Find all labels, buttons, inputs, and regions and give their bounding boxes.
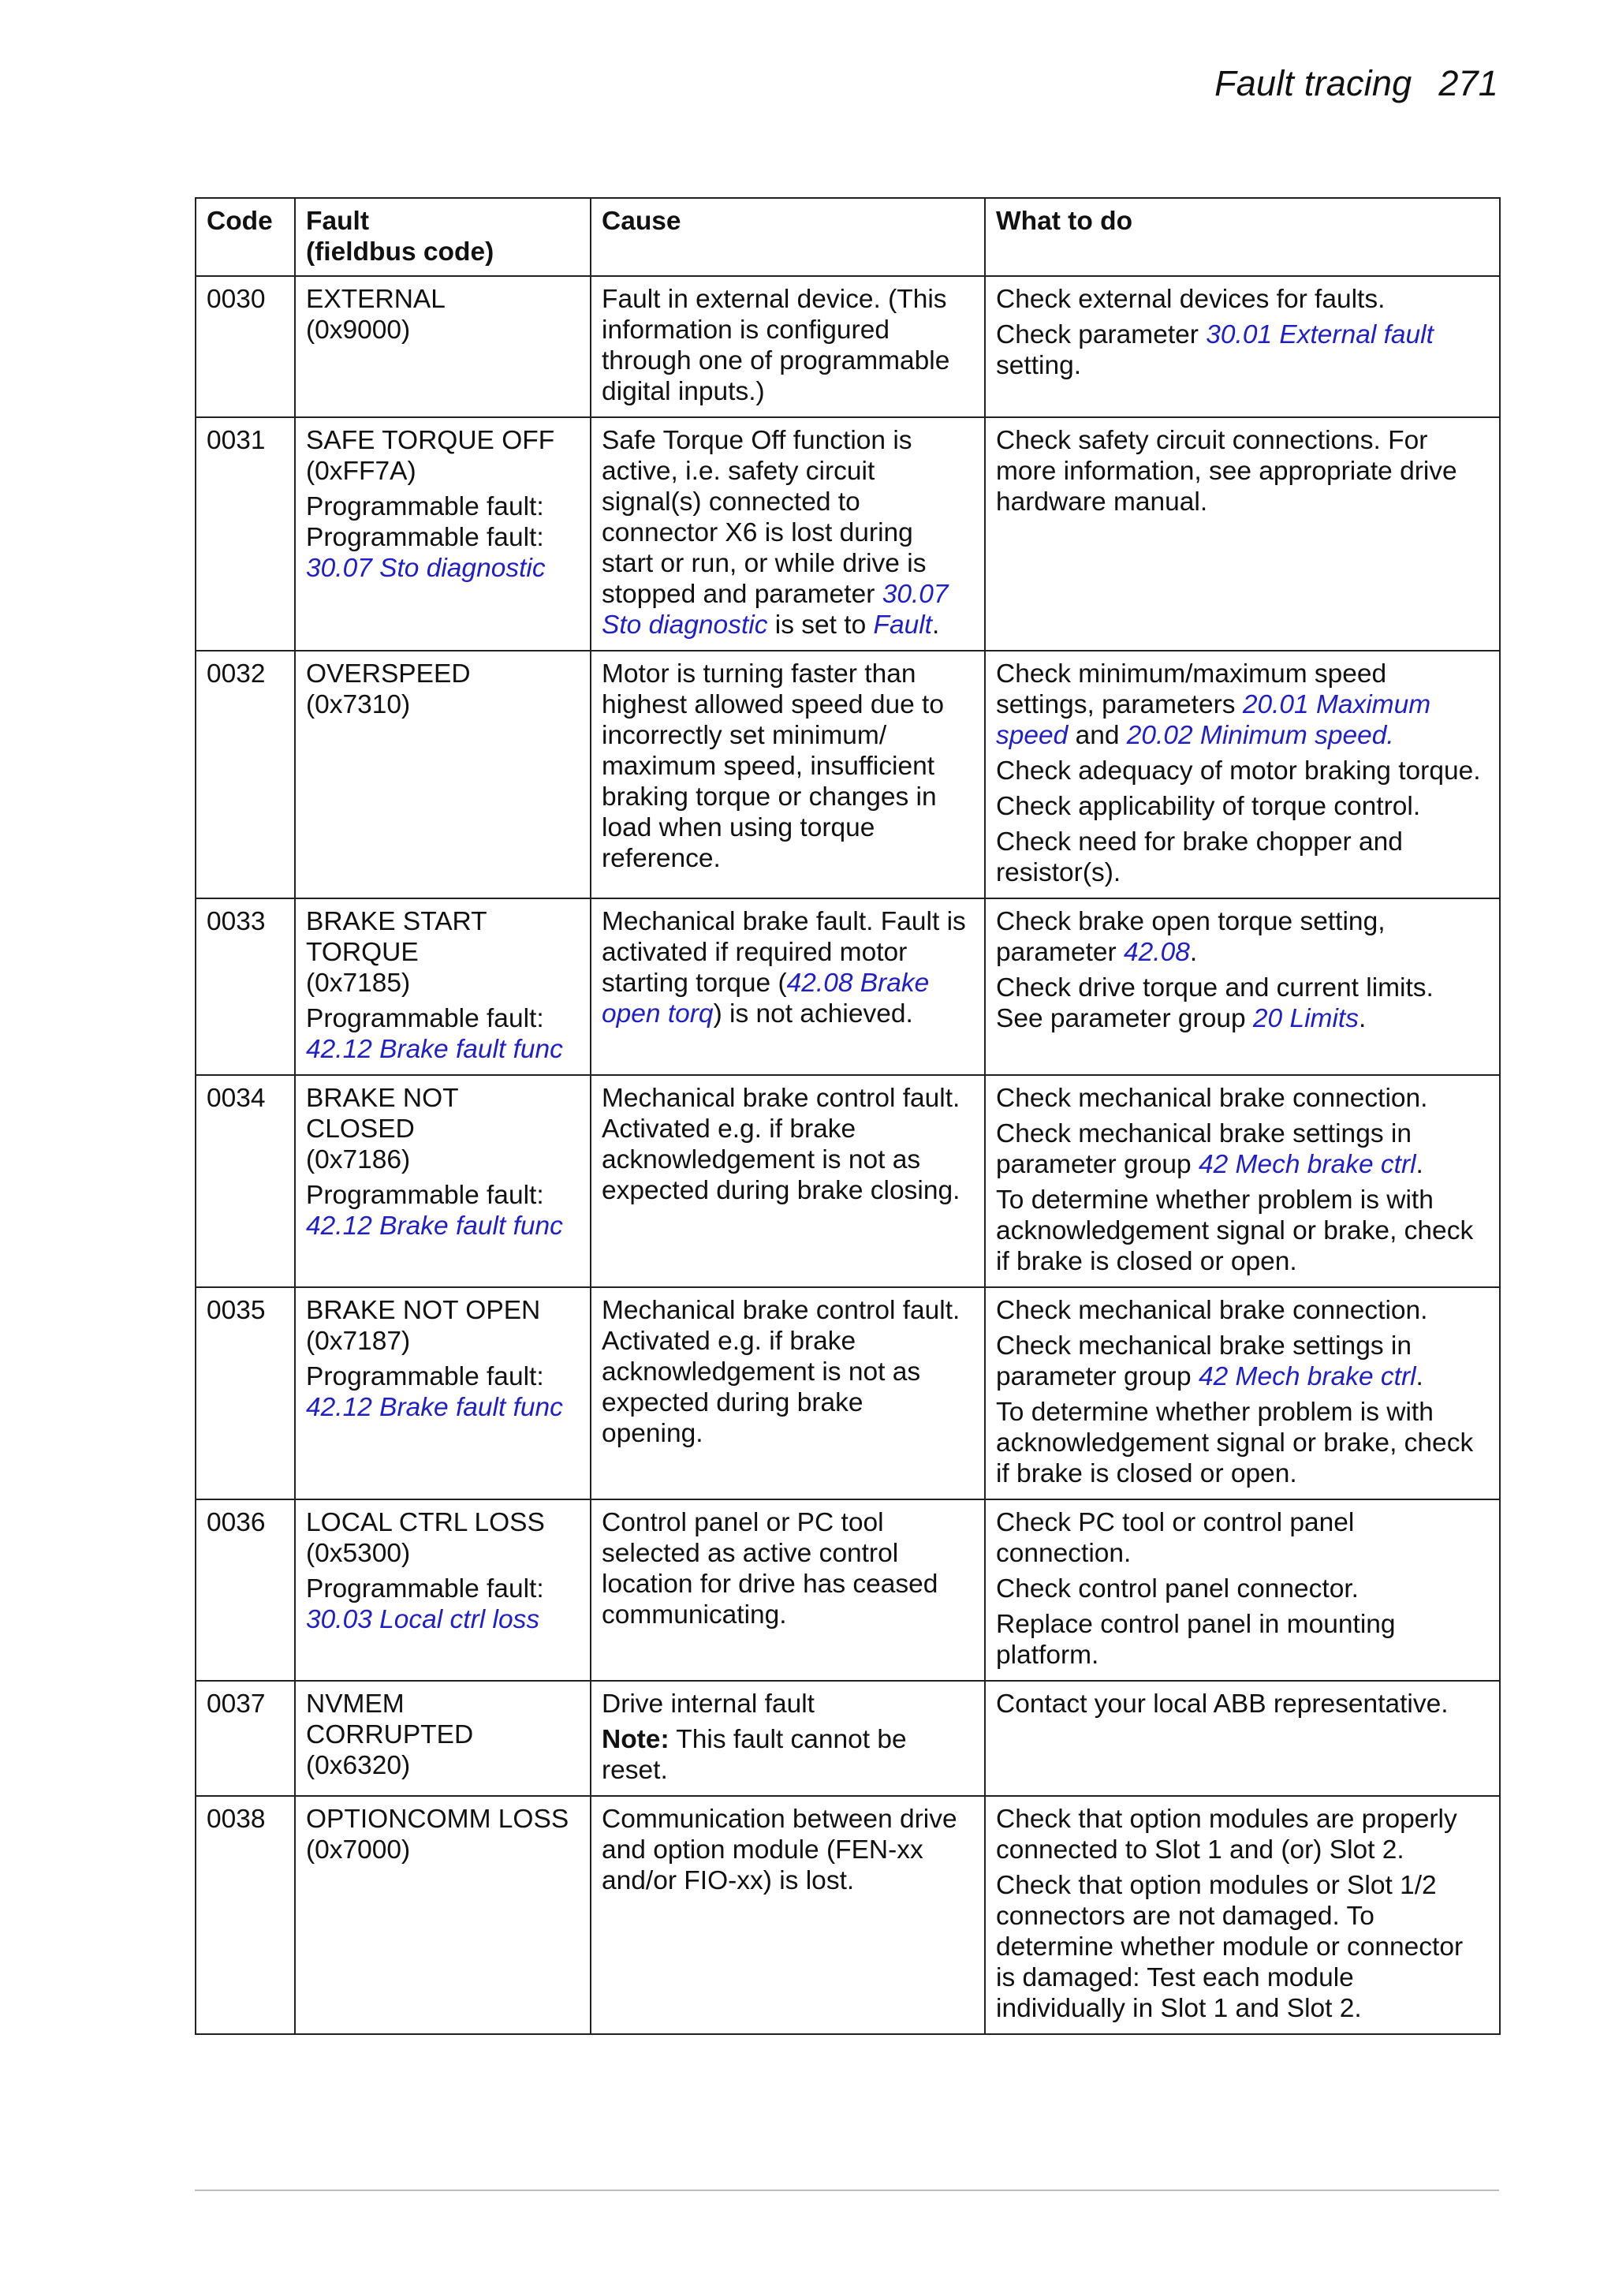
fault-code: 0033 bbox=[196, 898, 295, 1075]
action-line bbox=[996, 1361, 1490, 1392]
cause-line: Communication between drive bbox=[602, 1805, 957, 1834]
cause-text: . bbox=[932, 610, 940, 640]
cause-line bbox=[602, 579, 975, 610]
programmable-fault-label: Programmable fault: bbox=[306, 1181, 544, 1210]
column-header-what-to-do: What to do bbox=[985, 198, 1500, 276]
cause-line bbox=[602, 1724, 975, 1755]
fault-code: 0037 bbox=[196, 1681, 295, 1796]
table-row bbox=[196, 1499, 1500, 1681]
column-header-fault bbox=[295, 198, 591, 276]
action-line bbox=[996, 720, 1490, 751]
action-line: Check applicability of torque control. bbox=[996, 792, 1421, 821]
parameter-link[interactable]: 30.03 Local ctrl loss bbox=[306, 1605, 540, 1634]
action-line bbox=[996, 319, 1490, 350]
cause-line: activated if required motor bbox=[602, 938, 908, 967]
action-line: hardware manual. bbox=[996, 487, 1208, 517]
cause-line: Control panel or PC tool bbox=[602, 1508, 884, 1537]
parameter-link[interactable]: 42.12 Brake fault func bbox=[306, 1035, 563, 1064]
action-line: acknowledgement signal or brake, check bbox=[996, 1216, 1474, 1245]
cause-line: highest allowed speed due to bbox=[602, 690, 944, 719]
fault-action bbox=[985, 1287, 1500, 1499]
action-line: Check mechanical brake settings in bbox=[996, 1119, 1412, 1148]
action-line: Check drive torque and current limits. bbox=[996, 973, 1434, 1002]
action-line bbox=[996, 689, 1490, 720]
fieldbus-code: (0xFF7A) bbox=[306, 457, 416, 486]
action-line: is damaged: Test each module bbox=[996, 1963, 1354, 1992]
action-line: Check that option modules are properly bbox=[996, 1805, 1457, 1834]
table-row bbox=[196, 276, 1500, 417]
action-line: setting. bbox=[996, 351, 1082, 380]
table-row bbox=[196, 1287, 1500, 1499]
fault-name-cell bbox=[295, 1287, 591, 1499]
action-line: Check safety circuit connections. For bbox=[996, 426, 1428, 455]
action-text: Check parameter bbox=[996, 320, 1207, 349]
fieldbus-code: (0x9000) bbox=[306, 315, 411, 345]
parameter-group-link[interactable]: 42 Mech brake ctrl bbox=[1198, 1150, 1416, 1179]
cause-line: Drive internal fault bbox=[602, 1689, 815, 1719]
cause-line: and option module (FEN-xx bbox=[602, 1835, 923, 1865]
cause-line: acknowledgement is not as bbox=[602, 1357, 921, 1387]
parameter-link[interactable]: open torq bbox=[602, 999, 714, 1029]
fault-name-cell bbox=[295, 1796, 591, 2034]
cause-text: stopped and parameter bbox=[602, 580, 882, 609]
fieldbus-code: (0x7186) bbox=[306, 1145, 411, 1174]
fault-action bbox=[985, 1681, 1500, 1796]
action-line: Contact your local ABB representative. bbox=[996, 1689, 1449, 1719]
parameter-link[interactable]: 30.01 External fault bbox=[1206, 320, 1434, 349]
fault-name-cell bbox=[295, 651, 591, 898]
table-row bbox=[196, 898, 1500, 1075]
action-line: if brake is closed or open. bbox=[996, 1247, 1297, 1276]
fieldbus-code: (0x6320) bbox=[306, 1751, 411, 1780]
fault-action bbox=[985, 417, 1500, 651]
fault-name-cell bbox=[295, 276, 591, 417]
fault-action bbox=[985, 1075, 1500, 1287]
cause-line bbox=[602, 610, 975, 640]
fault-code: 0038 bbox=[196, 1796, 295, 2034]
cause-line: connector X6 is lost during bbox=[602, 518, 913, 547]
parameter-link[interactable]: Sto diagnostic bbox=[602, 610, 768, 640]
table-row bbox=[196, 1075, 1500, 1287]
action-text: parameter group bbox=[996, 1362, 1199, 1391]
fault-name: BRAKE NOT OPEN bbox=[306, 1296, 541, 1325]
action-line: Check mechanical brake settings in bbox=[996, 1331, 1412, 1361]
fault-name: CORRUPTED bbox=[306, 1720, 474, 1749]
fault-action bbox=[985, 276, 1500, 417]
fault-name: BRAKE START bbox=[306, 907, 487, 936]
action-text: and bbox=[1068, 721, 1127, 750]
parameter-link[interactable]: speed bbox=[996, 721, 1069, 750]
note-label: Note: bbox=[602, 1725, 669, 1754]
cause-line: and/or FIO-xx) is lost. bbox=[602, 1866, 855, 1895]
fault-action bbox=[985, 1499, 1500, 1681]
table-row bbox=[196, 651, 1500, 898]
page-number: 271 bbox=[1438, 63, 1498, 103]
column-header-fieldbus-code: (fieldbus code) bbox=[306, 237, 494, 267]
programmable-fault-label: Programmable fault: bbox=[306, 1574, 544, 1603]
parameter-link[interactable]: 42.12 Brake fault func bbox=[306, 1393, 563, 1422]
cause-line: braking torque or changes in bbox=[602, 782, 937, 812]
fault-name-cell bbox=[295, 417, 591, 651]
action-line: Check brake open torque setting, bbox=[996, 907, 1386, 936]
action-line: Check mechanical brake connection. bbox=[996, 1296, 1428, 1325]
fault-cause bbox=[591, 1075, 985, 1287]
cause-line: Activated e.g. if brake bbox=[602, 1327, 856, 1356]
cause-line: information is configured bbox=[602, 315, 890, 345]
page-header bbox=[1214, 63, 1498, 104]
fault-cause bbox=[591, 417, 985, 651]
action-line: connection. bbox=[996, 1539, 1132, 1568]
action-line: platform. bbox=[996, 1641, 1099, 1670]
cause-line: load when using torque bbox=[602, 813, 875, 842]
cause-line: maximum speed, insufficient bbox=[602, 752, 935, 781]
column-header-code: Code bbox=[196, 198, 295, 276]
fault-cause bbox=[591, 1499, 985, 1681]
parameter-link[interactable]: 42.08 Brake bbox=[786, 969, 930, 998]
parameter-link[interactable]: 20.02 Minimum speed bbox=[1126, 721, 1387, 750]
cause-line: incorrectly set minimum/ bbox=[602, 721, 887, 750]
cause-line: selected as active control bbox=[602, 1539, 899, 1568]
cause-line: Fault in external device. (This bbox=[602, 285, 947, 314]
parameter-link[interactable]: 30.07 Sto diagnostic bbox=[306, 554, 546, 583]
fault-name-cell bbox=[295, 1499, 591, 1681]
cause-text: This fault cannot be bbox=[669, 1725, 907, 1754]
cause-line: active, i.e. safety circuit bbox=[602, 457, 875, 486]
fault-name-cell bbox=[295, 1681, 591, 1796]
action-line: resistor(s). bbox=[996, 858, 1121, 887]
cause-line: location for drive has ceased bbox=[602, 1570, 938, 1599]
fault-name: TORQUE bbox=[306, 938, 419, 967]
section-title: Fault tracing bbox=[1214, 63, 1412, 103]
action-text: parameter group bbox=[996, 1150, 1199, 1179]
fault-cause bbox=[591, 1681, 985, 1796]
action-line: Check mechanical brake connection. bbox=[996, 1084, 1428, 1113]
fault-code: 0032 bbox=[196, 651, 295, 898]
action-text: . bbox=[1386, 721, 1394, 750]
action-line: connectors are not damaged. To bbox=[996, 1902, 1374, 1931]
programmable-fault-label: Programmable fault: bbox=[306, 523, 544, 552]
action-line: acknowledgement signal or brake, check bbox=[996, 1428, 1474, 1458]
action-line: Check external devices for faults. bbox=[996, 285, 1386, 314]
fault-name: LOCAL CTRL LOSS bbox=[306, 1508, 545, 1537]
fault-action bbox=[985, 898, 1500, 1075]
fault-action bbox=[985, 1796, 1500, 2034]
action-line bbox=[996, 1149, 1490, 1180]
fault-name: BRAKE NOT bbox=[306, 1084, 459, 1113]
fieldbus-code: (0x7310) bbox=[306, 690, 411, 719]
action-line: more information, see appropriate drive bbox=[996, 457, 1457, 486]
programmable-fault-label: Programmable fault: bbox=[306, 492, 544, 521]
fault-cause bbox=[591, 1287, 985, 1499]
fault-name: OVERSPEED bbox=[306, 659, 471, 689]
footer-divider bbox=[195, 2190, 1499, 2191]
action-line: individually in Slot 1 and Slot 2. bbox=[996, 1994, 1362, 2023]
action-line: To determine whether problem is with bbox=[996, 1398, 1434, 1427]
column-header-cause: Cause bbox=[591, 198, 985, 276]
cause-line: Activated e.g. if brake bbox=[602, 1114, 856, 1144]
action-text: . bbox=[1189, 938, 1198, 967]
fault-code: 0035 bbox=[196, 1287, 295, 1499]
cause-line: signal(s) connected to bbox=[602, 487, 860, 517]
cause-line: start or run, or while drive is bbox=[602, 549, 927, 578]
action-line: Check that option modules or Slot 1/2 bbox=[996, 1871, 1437, 1900]
action-line: Check need for brake chopper and bbox=[996, 827, 1403, 857]
fault-code: 0034 bbox=[196, 1075, 295, 1287]
cause-line: Mechanical brake control fault. bbox=[602, 1084, 960, 1113]
cause-line: opening. bbox=[602, 1419, 703, 1448]
parameter-link[interactable]: 42.12 Brake fault func bbox=[306, 1211, 563, 1241]
cause-line: through one of programmable bbox=[602, 346, 950, 375]
cause-line: digital inputs.) bbox=[602, 377, 765, 406]
action-line: Check adequacy of motor braking torque. bbox=[996, 756, 1481, 786]
cause-line: communicating. bbox=[602, 1600, 787, 1630]
cause-line bbox=[602, 968, 975, 999]
action-line: Check PC tool or control panel bbox=[996, 1508, 1355, 1537]
action-text: settings, parameters bbox=[996, 690, 1243, 719]
parameter-link[interactable]: 30.07 bbox=[882, 580, 949, 609]
fault-cause bbox=[591, 651, 985, 898]
fault-name: CLOSED bbox=[306, 1114, 415, 1144]
action-line: To determine whether problem is with bbox=[996, 1185, 1434, 1215]
cause-line: expected during brake closing. bbox=[602, 1176, 960, 1205]
action-line: Check control panel connector. bbox=[996, 1574, 1359, 1603]
fault-table bbox=[195, 197, 1501, 2035]
fieldbus-code: (0x7000) bbox=[306, 1835, 411, 1865]
cause-line: acknowledgement is not as bbox=[602, 1145, 921, 1174]
table-row bbox=[196, 417, 1500, 651]
action-line: determine whether module or connector bbox=[996, 1932, 1464, 1962]
cause-line: Safe Torque Off function is bbox=[602, 426, 912, 455]
action-text: . bbox=[1415, 1150, 1423, 1179]
action-line: connected to Slot 1 and (or) Slot 2. bbox=[996, 1835, 1404, 1865]
action-text: See parameter group bbox=[996, 1004, 1253, 1033]
fault-name: NVMEM bbox=[306, 1689, 405, 1719]
fieldbus-code: (0x7185) bbox=[306, 969, 411, 998]
table-row bbox=[196, 1681, 1500, 1796]
fault-code: 0030 bbox=[196, 276, 295, 417]
fault-cause bbox=[591, 276, 985, 417]
action-line bbox=[996, 937, 1490, 968]
action-text: parameter bbox=[996, 938, 1124, 967]
parameter-group-link[interactable]: 20 Limits bbox=[1252, 1004, 1359, 1033]
cause-text: is set to bbox=[767, 610, 874, 640]
table-header-row bbox=[196, 198, 1500, 276]
fault-name: SAFE TORQUE OFF bbox=[306, 426, 555, 455]
cause-text: starting torque ( bbox=[602, 969, 787, 998]
action-line: if brake is closed or open. bbox=[996, 1459, 1297, 1488]
cause-line: expected during brake bbox=[602, 1388, 863, 1417]
fault-name-cell bbox=[295, 898, 591, 1075]
fault-cause bbox=[591, 898, 985, 1075]
cause-line bbox=[602, 999, 975, 1029]
parameter-link[interactable]: 42.08 bbox=[1124, 938, 1190, 967]
fieldbus-code: (0x7187) bbox=[306, 1327, 411, 1356]
fault-action bbox=[985, 651, 1500, 898]
action-line bbox=[996, 1003, 1490, 1034]
programmable-fault-label: Programmable fault: bbox=[306, 1362, 544, 1391]
cause-line: Mechanical brake fault. Fault is bbox=[602, 907, 966, 936]
parameter-link[interactable]: 20.01 Maximum bbox=[1242, 690, 1431, 719]
parameter-value-link[interactable]: Fault bbox=[873, 610, 932, 640]
fault-name: OPTIONCOMM LOSS bbox=[306, 1805, 569, 1834]
cause-line: Motor is turning faster than bbox=[602, 659, 916, 689]
cause-line: reference. bbox=[602, 844, 721, 873]
action-line: Check minimum/maximum speed bbox=[996, 659, 1387, 689]
table-row bbox=[196, 1796, 1500, 2034]
action-text: . bbox=[1358, 1004, 1367, 1033]
fault-cause bbox=[591, 1796, 985, 2034]
cause-line: Mechanical brake control fault. bbox=[602, 1296, 960, 1325]
action-text: . bbox=[1415, 1362, 1423, 1391]
parameter-group-link[interactable]: 42 Mech brake ctrl bbox=[1198, 1362, 1416, 1391]
fault-code: 0036 bbox=[196, 1499, 295, 1681]
fault-name-cell bbox=[295, 1075, 591, 1287]
action-line: Replace control panel in mounting bbox=[996, 1610, 1396, 1639]
cause-text: ) is not achieved. bbox=[713, 999, 913, 1029]
programmable-fault-label: Programmable fault: bbox=[306, 1004, 544, 1033]
cause-line: reset. bbox=[602, 1756, 668, 1785]
fault-name: EXTERNAL bbox=[306, 285, 446, 314]
fieldbus-code: (0x5300) bbox=[306, 1539, 411, 1568]
fault-code: 0031 bbox=[196, 417, 295, 651]
column-header-fault-title: Fault bbox=[306, 207, 370, 236]
